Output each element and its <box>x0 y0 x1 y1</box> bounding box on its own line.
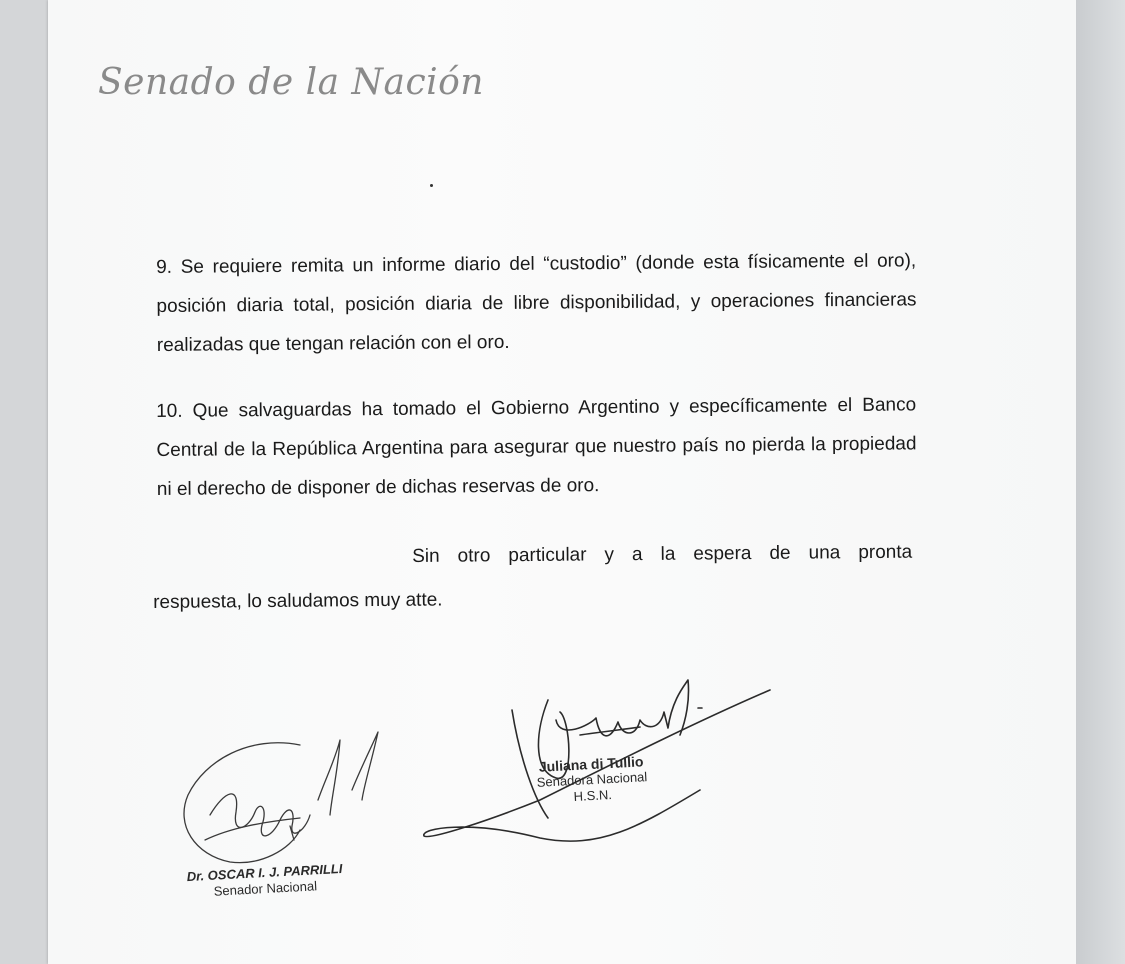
signer-title-right: Senadora Nacional <box>536 769 648 790</box>
signer-name-right: Juliana di Tullio <box>538 753 644 775</box>
letterhead-title: Senado de la Nación <box>98 62 484 103</box>
item-9-paragraph: 9. Se requiere remita un informe diario del “custodio” (donde esta físicamente el oro), posición diaria total, posición diaria de libre disponibilidad, y operaciones financieras realizadas que tengan relación con el oro. <box>156 250 917 356</box>
page-edge-shadow <box>1076 0 1125 964</box>
item-10-paragraph: 10. Que salvaguardas ha tomado el Gobierno Argentino y específicamente el Banco Central de la República Argentina para asegurar que nuestro país no pierda la propiedad ni el derecho de disponer de dichas reservas de oro. <box>156 394 917 500</box>
right-signature-block <box>521 752 663 807</box>
paper-speck <box>430 184 433 187</box>
signer-name-left: Dr. OSCAR I. J. PARRILLI <box>186 860 343 885</box>
closing-line-2: respuesta, lo saludamos muy atte. <box>153 589 443 613</box>
closing-line-1: Sin otro particular y a la espera de una pronta <box>412 541 913 567</box>
signer-org-right: H.S.N. <box>573 786 613 804</box>
signer-title-left: Senador Nacional <box>213 878 318 899</box>
